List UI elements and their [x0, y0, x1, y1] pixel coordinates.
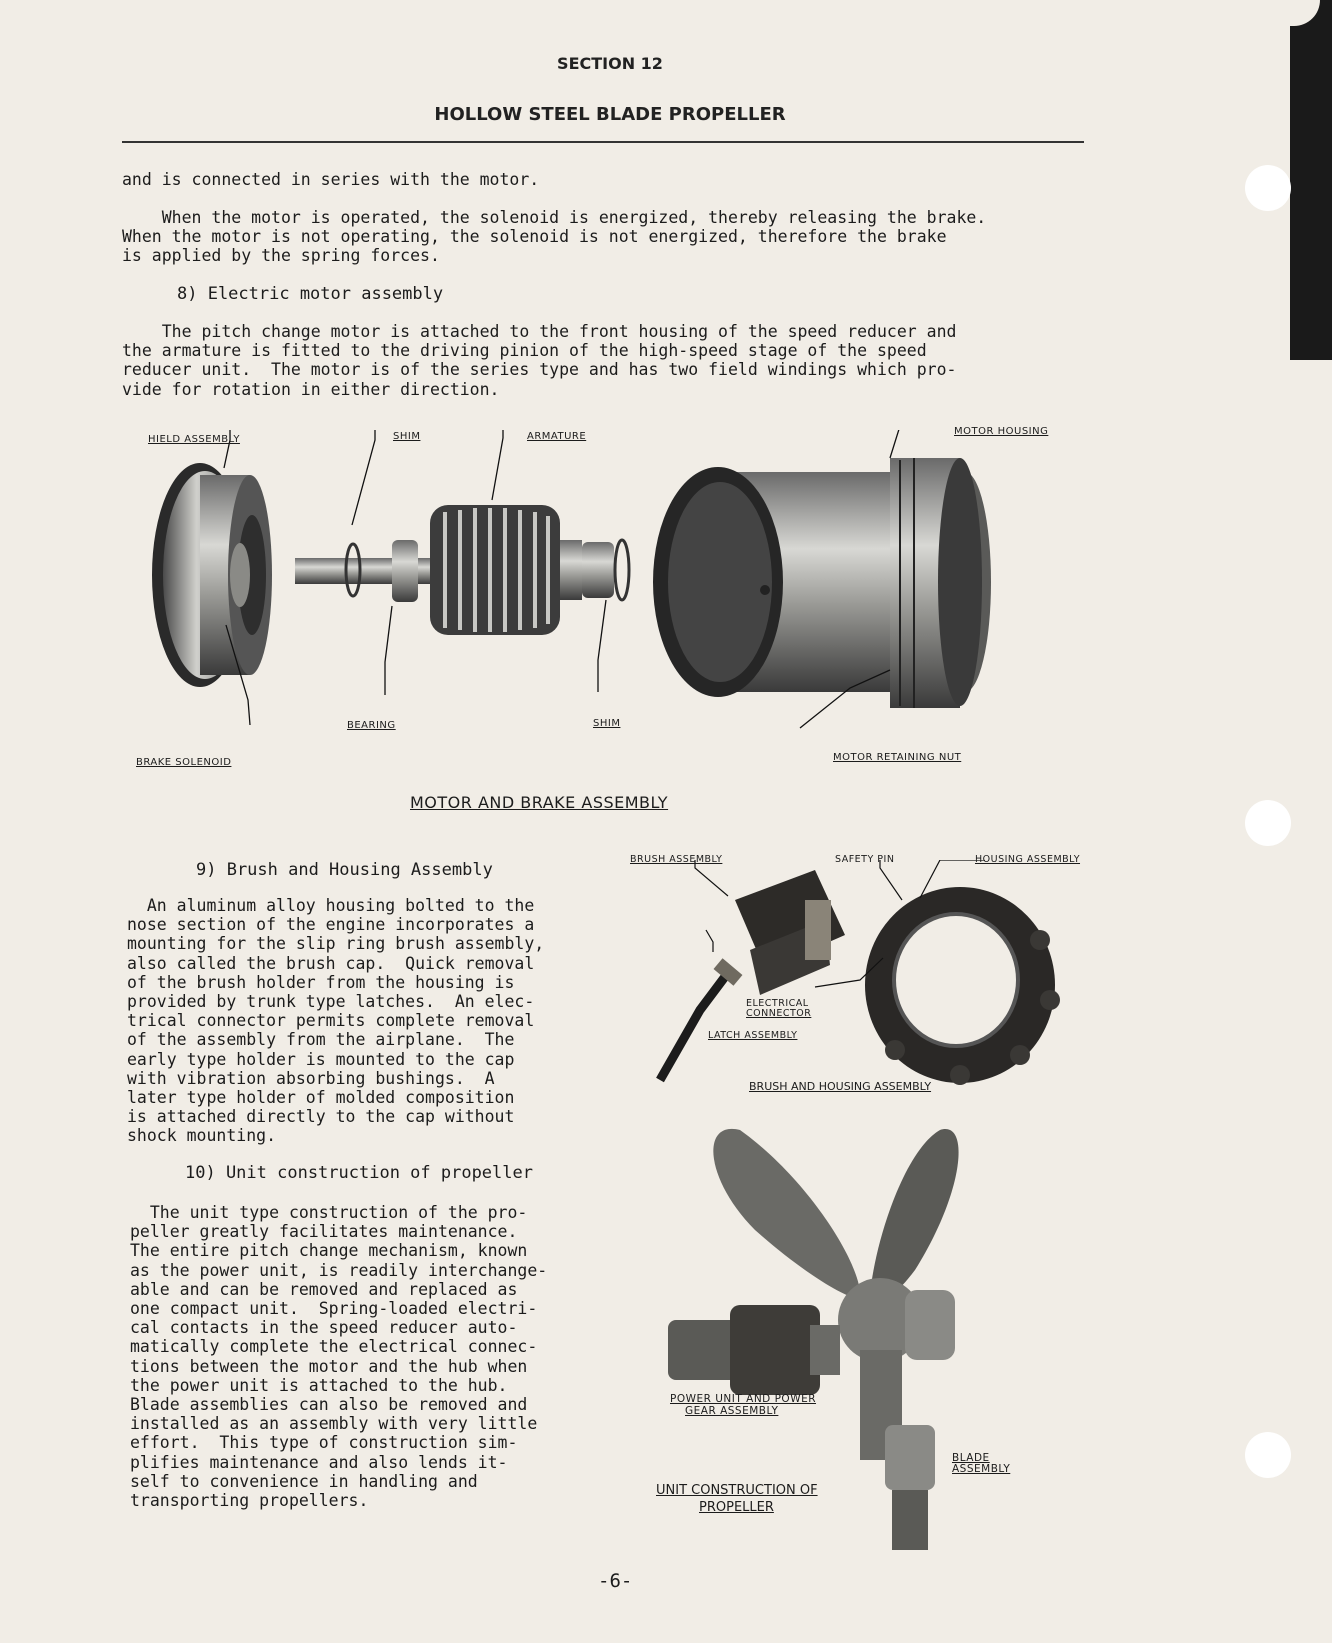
caption-unit-construction-line2: PROPELLER	[699, 1500, 774, 1515]
label-field-assembly: HIELD ASSEMBLY	[148, 434, 240, 445]
section-number: SECTION 12	[557, 54, 663, 73]
paragraph-unit-construction: The unit type construction of the pro- peller greatly facilitates maintenance. The entire pitch change mechanism, known as the power unit, is readily interchange- able and can be removed and replaced as one compact unit. Spring-loaded electri- cal contacts in the speed reducer auto- matically complete the electrical connec- tions between the motor and the hub when the power unit is attached to the hub. Blade assemblies can also be removed and installed as an assembly with very little effort. This type of construction sim- plifies maintenance and also lends it- self to convenience in handling and transporting propellers.	[130, 1203, 548, 1511]
propeller-blades-drawing	[713, 1129, 958, 1300]
housing-assembly-drawing	[865, 887, 1060, 1085]
page-title: HOLLOW STEEL BLADE PROPELLER	[434, 104, 786, 125]
label-power-unit-line2: GEAR ASSEMBLY	[685, 1405, 779, 1417]
label-brake-solenoid: BRAKE SOLENOID	[136, 757, 232, 768]
label-armature: ARMATURE	[527, 431, 587, 442]
caption-motor-brake: MOTOR AND BRAKE ASSEMBLY	[410, 793, 669, 812]
label-electrical-connector-line2: CONNECTOR	[746, 1008, 812, 1019]
heading-electric-motor: 8) Electric motor assembly	[177, 284, 444, 304]
label-electrical-connector-line1: ELECTRICAL	[746, 998, 809, 1009]
blade-assembly-drawing	[885, 1425, 935, 1550]
caption-brush-housing: BRUSH AND HOUSING ASSEMBLY	[749, 1080, 932, 1093]
label-safety-pin: SAFETY PIN	[835, 854, 895, 865]
label-motor-housing: MOTOR HOUSING	[954, 426, 1049, 437]
motor-brake-photo	[130, 430, 1090, 760]
brush-housing-photo	[640, 860, 1090, 1095]
heading-unit-construction: 10) Unit construction of propeller	[185, 1163, 533, 1183]
label-shim-right: SHIM	[593, 718, 621, 729]
motor-housing-drawing	[653, 458, 991, 708]
label-blade-line2: ASSEMBLY	[952, 1463, 1011, 1475]
punch-hole-bottom	[1245, 1432, 1291, 1478]
punch-hole-middle	[1245, 800, 1291, 846]
punch-hole-top	[1245, 165, 1291, 211]
label-shim-left: SHIM	[393, 431, 421, 442]
field-assembly-drawing	[152, 463, 272, 687]
brush-assembly-drawing	[735, 870, 845, 995]
label-brush-assembly: BRUSH ASSEMBLY	[630, 854, 723, 865]
header-rule	[122, 141, 1084, 143]
heading-brush-housing: 9) Brush and Housing Assembly	[196, 860, 493, 880]
label-latch-assembly: LATCH ASSEMBLY	[708, 1030, 798, 1041]
label-power-unit-line1: POWER UNIT AND POWER	[670, 1393, 817, 1405]
label-housing-assembly: HOUSING ASSEMBLY	[975, 854, 1081, 865]
caption-unit-construction-line1: UNIT CONSTRUCTION OF	[656, 1483, 818, 1498]
power-unit-drawing	[668, 1305, 840, 1395]
label-bearing: BEARING	[347, 720, 396, 731]
paragraph-series-connection: and is connected in series with the motor.	[122, 170, 540, 189]
label-blade-line1: BLADE	[952, 1452, 990, 1464]
label-motor-retaining-nut: MOTOR RETAINING NUT	[833, 752, 962, 763]
binder-edge	[1290, 0, 1332, 360]
paragraph-electric-motor: The pitch change motor is attached to the front housing of the speed reducer and the armature is fitted to the driving pinion of the high-speed stage of the speed reducer unit. The motor is of the series type and has two field windings which pro- vide for rotation in either direction.	[122, 322, 957, 399]
page-number: -6-	[598, 1570, 633, 1592]
paragraph-brush-housing: An aluminum alloy housing bolted to the nose section of the engine incorporates a mounting for the slip ring brush assembly, also called the brush cap. Quick removal of the brush holder from the housing is provided by trunk type latches. An elec- trical connector permits complete removal of the assembly from the airplane. The early type holder is mounted to the cap with vibration absorbing bushings. A later type holder of molded composition is attached directly to the cap without shock mounting.	[127, 896, 545, 1146]
armature-drawing	[295, 505, 629, 635]
paragraph-solenoid: When the motor is operated, the solenoid is energized, thereby releasing the brake. When the motor is not operating, the solenoid is not energized, therefore the brake is applied by the spring forces.	[122, 208, 987, 266]
